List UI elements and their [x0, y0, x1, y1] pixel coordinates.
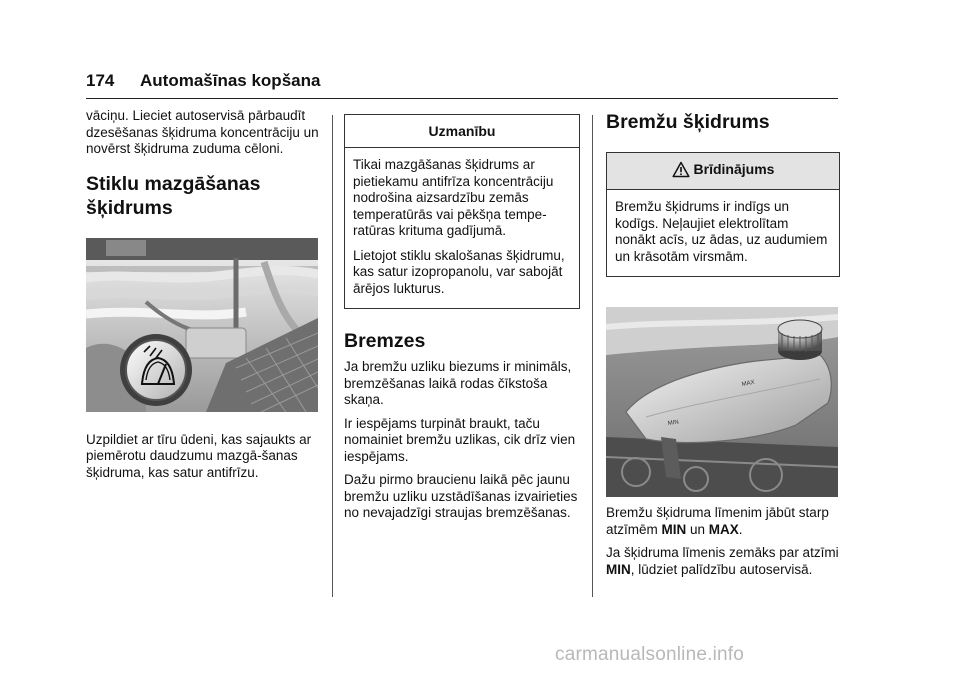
page-number: 174 [86, 71, 115, 90]
brake-fluid-heading: Bremžu šķidrums [606, 111, 770, 133]
washer-reservoir-illustration [86, 238, 318, 412]
column-3 [606, 108, 840, 585]
washer-fluid-heading [86, 172, 322, 220]
page-header [86, 68, 838, 99]
level-text-start: Bremžu šķidruma līmenim jābūt starp atzīmēm [606, 505, 829, 537]
brake-fluid-level-paragraph [606, 505, 840, 538]
washer-fluid-heading-line1: Stiklu mazgāšanas [86, 172, 261, 195]
level-text-end: . [738, 521, 743, 537]
column-2 [344, 114, 580, 529]
brake-fluid-reservoir-photo [606, 307, 838, 497]
washer-fluid-caption: Uzpildiet ar tīru ūdeni, kas sajaukts ar piemērotu daudzumu mazgā-šanas šķidruma, kas satur antifrīzu. [86, 431, 312, 480]
reservoir-max-label: MAX [741, 379, 756, 388]
caution-notice-box [344, 114, 580, 309]
brakes-heading: Bremzes [344, 330, 426, 352]
low-text-end: , lūdziet palīdzību autoservisā. [630, 561, 813, 577]
brakes-paragraph-1: Ja bremžu uzliku biezums ir minimāls, bremzēšanas laikā rodas čīkstoša skaņa. [344, 359, 572, 407]
washer-reservoir-photo [86, 238, 318, 412]
section-title: Automašīnas kopšana [140, 71, 321, 90]
column-1 [86, 108, 322, 488]
reservoir-min-label: MIN [667, 419, 680, 427]
washer-fluid-heading-line2: šķidrums [86, 196, 173, 219]
min-mark-label: MIN [661, 521, 687, 537]
column-divider-right [592, 115, 593, 597]
watermark: carmanualsonline.info [555, 644, 745, 665]
brakes-paragraph-3: Dažu pirmo braucienu laikā pēc jaunu bremžu uzliku uzstādīšanas izvairieties no nevajadzīgi straujas bremzēšanas. [344, 472, 578, 520]
intro-paragraph: vāciņu. Lieciet autoservisā pārbaudīt dzesēšanas šķidruma koncentrāciju un novērst šķidruma zuduma cēloni. [86, 108, 319, 156]
caution-title: Uzmanību [345, 115, 579, 148]
warning-title: Brīdinājums [693, 161, 775, 177]
brake-fluid-low-paragraph [606, 545, 840, 578]
warning-triangle-icon [672, 161, 690, 181]
caution-paragraph-1: Tikai mazgāšanas šķidrums ar pietiekamu antifrīza koncentrāciju nodrošina aizsardzību zemās temperatūrās vai pēkšņa tempe-ratūras krituma gadījumā. [353, 157, 554, 238]
warning-text: Bremžu šķidrums ir indīgs un kodīgs. Neļaujiet elektrolītam nonākt acīs, uz ādas, uz audumiem un krāsotām virsmām. [615, 199, 828, 264]
warning-box [606, 152, 840, 277]
low-text-start: Ja šķidruma līmenis zemāks par atzīmi [606, 545, 839, 560]
brakes-paragraph-2: Ir iespējams turpināt braukt, taču nomainiet bremžu uzlikas, cik drīz vien iespējams. [344, 415, 576, 464]
brake-fluid-reservoir-illustration [606, 307, 838, 497]
max-mark-label: MAX [708, 521, 739, 537]
level-text-mid: un [686, 521, 709, 537]
warning-header [607, 153, 839, 190]
caution-paragraph-2: Lietojot stiklu skalošanas šķidrumu, kas satur izopropanolu, var sabojāt ārējos lukturus. [353, 247, 565, 296]
column-divider-left [332, 115, 333, 597]
min-mark-label-2: MIN [606, 561, 631, 577]
